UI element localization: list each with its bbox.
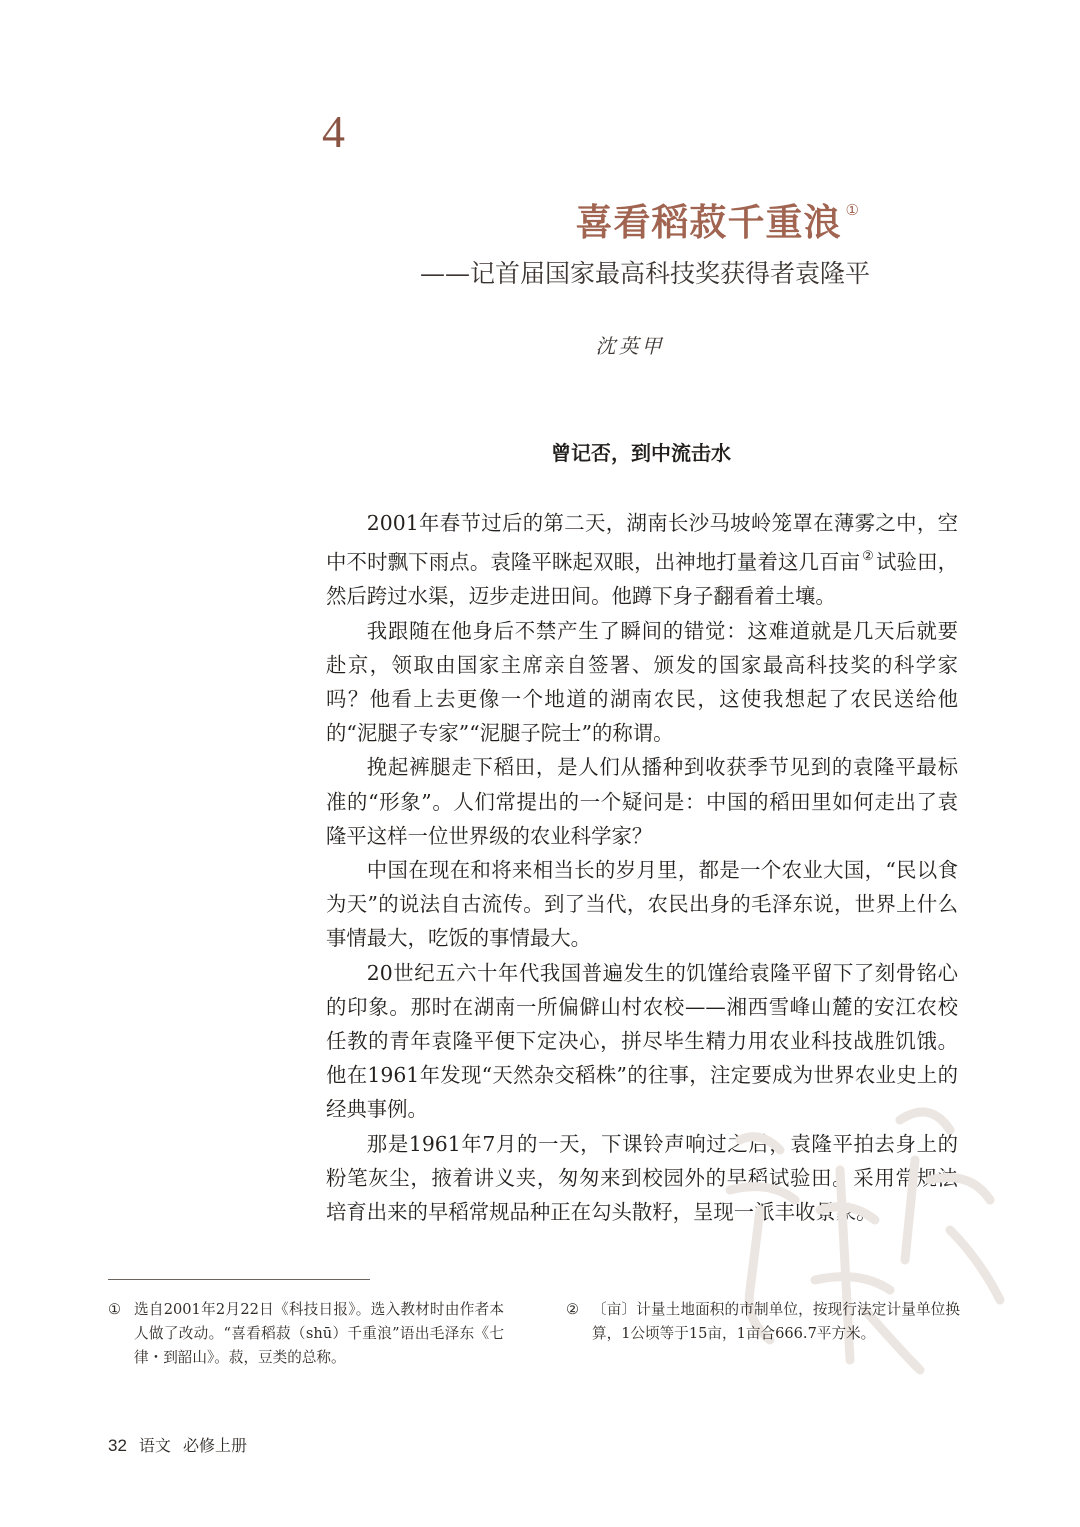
title-text: 喜看稻菽千重浪 [575,200,842,244]
paragraph-3: 挽起裤腿走下稻田，是人们从播种到收获季节见到的袁隆平最标准的“形象”。人们常提出的一个疑问是：中国的稻田里如何走出了袁隆平这样一位世界级的农业科学家？ [326,755,958,848]
paragraph-1-before: 2001年春节过后的第二天，湖南长沙马坡岭笼罩在薄雾之中，空中不时飘下雨点。袁隆平眯起双眼，出神地打量着这几百亩 [326,511,958,575]
footnote-2-text: 〔亩〕计量土地面积的市制单位，按现行法定计量单位换算，1公顷等于15亩，1亩合666.7平方米。 [592,1301,960,1342]
footnote-2-number: ② [566,1301,580,1318]
footnote-1-number: ① [108,1301,122,1318]
paragraph-4: 中国在现在和将来相当长的岁月里，都是一个农业大国，“民以食为天”的说法自古流传。到了当代，农民出身的毛泽东说，世界上什么事情最大，吃饭的事情最大。 [326,858,958,951]
lesson-number: 4 [322,106,345,157]
paragraph-2: 我跟随在他身后不禁产生了瞬间的错觉：这难道就是几天后就要赴京，领取由国家主席亲自签署、颁发的国家最高科技奖的科学家吗？他看上去更像一个地道的湖南农民，这使我想起了农民送给他的“泥腿子专家”“泥腿子院士”的称谓。 [326,618,958,746]
footnote-divider [108,1279,370,1280]
paragraph-1-after: 试验田，然后跨过水渠，迈步走进田间。他蹲下身子翻看着土壤。 [326,550,959,609]
footnote-1 [108,1298,504,1370]
title-footnote-mark: ① [845,201,860,219]
footnote-1-text: 选自2001年2月22日《科技日报》。选入教材时由作者本人做了改动。“喜看稻菽（shū）千重浪”语出毛泽东《七律・到韶山》。菽，豆类的总称。 [134,1301,504,1366]
paragraph-6: 那是1961年7月的一天，下课铃声响过之后，袁隆平拍去身上的粉笔灰尘，掖着讲义夹，匆匆来到校园外的早稻试验田。采用常规法培育出来的早稻常规品种正在勾头散籽，呈现一派丰收景象。 [326,1131,958,1225]
body-text [326,506,958,1229]
author-name: 沈英甲 [595,334,665,358]
book-volume: 必修上册 [182,1436,247,1455]
footnote-ref-2: ② [862,549,874,565]
article-subtitle: ——记首届国家最高科技奖获得者袁隆平 [419,259,870,288]
page-number: 32 [108,1436,127,1455]
section-heading: 曾记否，到中流击水 [551,441,731,465]
paragraph-1 [326,506,958,614]
book-title: 语文 [138,1436,171,1455]
page-footer [108,1432,247,1460]
article-title [400,182,860,250]
footnote-2 [566,1298,960,1346]
paragraph-5: 20世纪五六十年代我国普遍发生的饥馑给袁隆平留下了刻骨铭心的印象。那时在湖南一所偏僻山村农校——湘西雪峰山麓的安江农校任教的青年袁隆平便下定决心，拼尽毕生精力用农业科技战胜饥饿。他在1961年发现“天然杂交稻株”的往事，注定要成为世界农业史上的经典事例。 [326,960,958,1122]
